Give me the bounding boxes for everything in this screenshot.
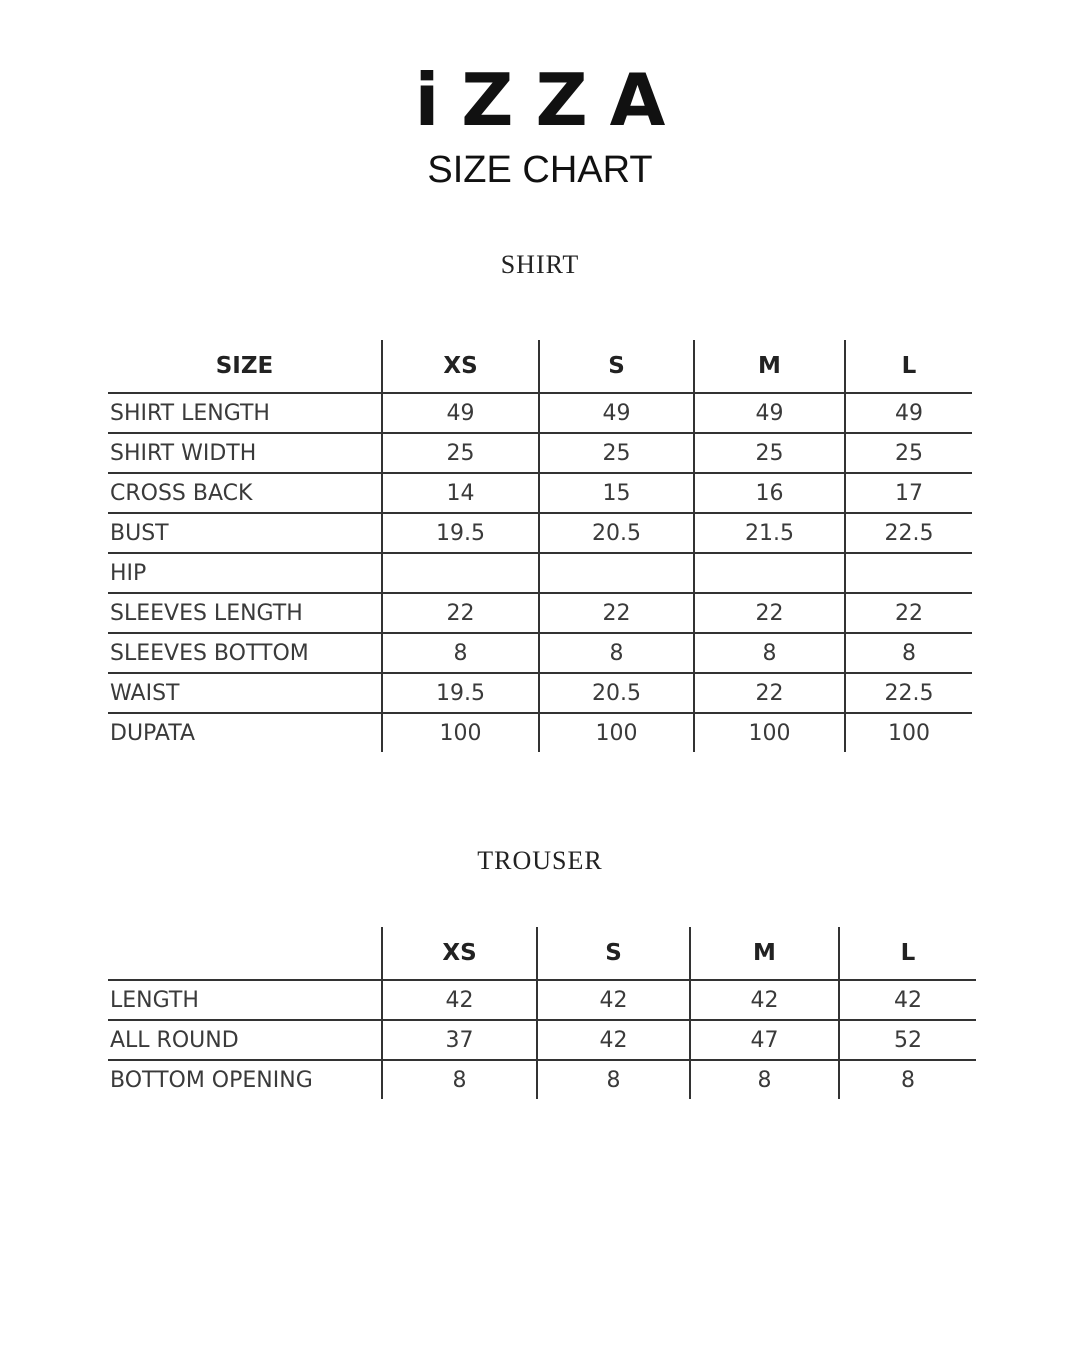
- row-label: DUPATA: [110, 720, 196, 746]
- table-cell: [539, 553, 694, 593]
- row-label: WAIST: [108, 673, 382, 713]
- table-cell: [694, 553, 845, 593]
- table-cell: 22: [694, 593, 845, 633]
- trouser-section-title: TROUSER: [477, 846, 603, 875]
- table-cell: 42: [839, 980, 976, 1020]
- table-cell: 37: [382, 1020, 537, 1060]
- table-header-cell: XS: [382, 927, 537, 980]
- table-cell: 20.5: [539, 513, 694, 553]
- table-cell: 100: [382, 713, 539, 752]
- table-cell: 25: [539, 433, 694, 473]
- table-header-cell: XS: [382, 340, 539, 393]
- table-cell: 8: [845, 633, 972, 673]
- row-label: SHIRT WIDTH: [108, 433, 382, 473]
- table-cell: 8: [539, 633, 694, 673]
- table-header-row: [108, 927, 976, 980]
- page-title: SIZE CHART: [427, 149, 653, 191]
- table-cell: 14: [382, 473, 539, 513]
- table-row: [108, 673, 972, 713]
- table-cell: 42: [382, 980, 537, 1020]
- table-cell: 19.5: [382, 513, 539, 553]
- table-header-row: [108, 340, 972, 393]
- table-cell: 16: [694, 473, 845, 513]
- table-cell: [382, 553, 539, 593]
- table-header-cell: L: [839, 927, 976, 980]
- table-header-cell: M: [690, 927, 839, 980]
- table-row: [108, 553, 972, 593]
- row-label: CROSS BACK: [108, 473, 382, 513]
- row-label: BOTTOM OPENING: [110, 1067, 313, 1093]
- table-row: [108, 1020, 976, 1060]
- table-cell: 22.5: [845, 673, 972, 713]
- table-cell: 8: [382, 633, 539, 673]
- table-row: [108, 433, 972, 473]
- brand-logo: iZZA: [414, 58, 688, 142]
- row-label: HIP: [108, 553, 382, 593]
- row-label: BUST: [108, 513, 382, 553]
- table-row: [108, 593, 972, 633]
- table-cell: 49: [694, 393, 845, 433]
- table-cell: 49: [845, 393, 972, 433]
- table-cell: 15: [539, 473, 694, 513]
- table-header-cell: S: [537, 927, 690, 980]
- row-label: LENGTH: [108, 980, 382, 1020]
- table-row: [108, 393, 972, 433]
- table-cell: 25: [382, 433, 539, 473]
- table-cell: 42: [690, 980, 839, 1020]
- table-row: [108, 473, 972, 513]
- table-cell: 47: [690, 1020, 839, 1060]
- table-header-cell: L: [845, 340, 972, 393]
- table-cell: 42: [537, 980, 690, 1020]
- table-cell: 19.5: [382, 673, 539, 713]
- table-cell: 8: [839, 1060, 976, 1099]
- table-cell: 22.5: [845, 513, 972, 553]
- trouser-size-table: [108, 927, 976, 1099]
- row-label: SLEEVES BOTTOM: [108, 633, 382, 673]
- table-row: [108, 633, 972, 673]
- table-header-cell: M: [694, 340, 845, 393]
- table-cell: 49: [382, 393, 539, 433]
- table-cell: 22: [539, 593, 694, 633]
- table-cell: 17: [845, 473, 972, 513]
- table-cell: 49: [539, 393, 694, 433]
- table-header-cell: SIZE: [108, 340, 382, 393]
- table-cell: 22: [382, 593, 539, 633]
- table-cell: 8: [537, 1060, 690, 1099]
- table-row: [108, 513, 972, 553]
- table-cell: 8: [382, 1060, 537, 1099]
- table-cell: 25: [694, 433, 845, 473]
- table-row: [108, 980, 976, 1020]
- table-header-cell: S: [539, 340, 694, 393]
- table-cell: 22: [845, 593, 972, 633]
- table-cell: [845, 553, 972, 593]
- table-cell: 52: [839, 1020, 976, 1060]
- shirt-section-title: SHIRT: [500, 250, 580, 279]
- shirt-size-table: [108, 340, 972, 752]
- table-cell: 100: [694, 713, 845, 752]
- row-label: ALL ROUND: [108, 1020, 382, 1060]
- table-row: [108, 713, 972, 752]
- table-cell: 8: [690, 1060, 839, 1099]
- row-label: SLEEVES LENGTH: [108, 593, 382, 633]
- table-row: [108, 1060, 976, 1099]
- table-cell: 100: [845, 713, 972, 752]
- table-cell: 8: [694, 633, 845, 673]
- table-cell: 21.5: [694, 513, 845, 553]
- table-cell: 20.5: [539, 673, 694, 713]
- table-cell: 100: [539, 713, 694, 752]
- table-header-cell: [108, 927, 382, 980]
- table-cell: 22: [694, 673, 845, 713]
- table-cell: 25: [845, 433, 972, 473]
- row-label: SHIRT LENGTH: [108, 393, 382, 433]
- table-cell: 42: [537, 1020, 690, 1060]
